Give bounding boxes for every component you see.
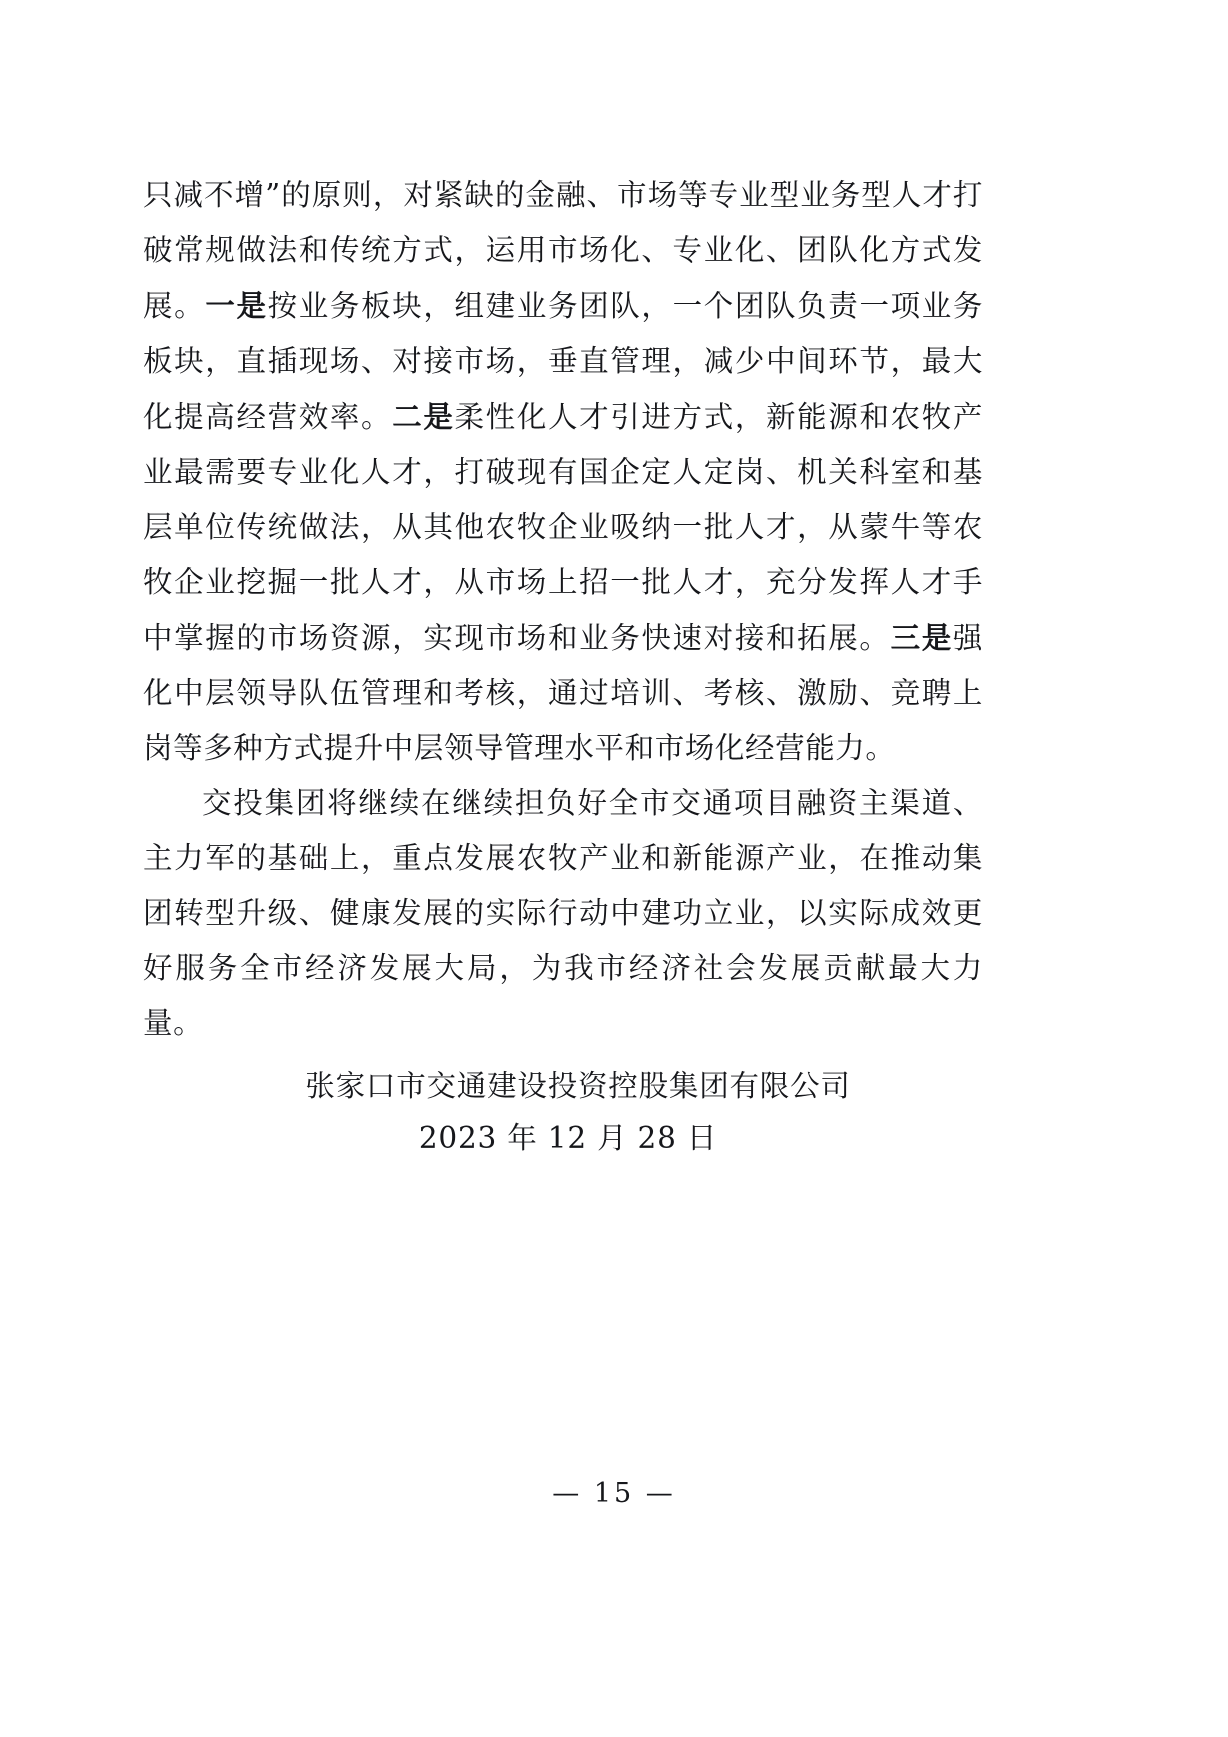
text-run: 按业务板块，组建业务团队，一个团队负责一项业务板块，直插现场、对接市场，垂直管理，减少中间环节，最大化提高经营效率。 [143, 289, 984, 434]
document-body [143, 168, 983, 1051]
emphasis-run: 三是 [890, 620, 953, 655]
signature-date: 2023 年 12 月 28 日 [418, 1121, 718, 1155]
text-run: 交投集团将继续在继续担负好全市交通项目融资主渠道、主力军的基础上，重点发展农牧产业和新能源产业，在推动集团转型升级、健康发展的实际行动中建功立业，以实际成效更好服务全市经济发展大局，为我市经济社会发展贡献最大力量。 [143, 786, 983, 1040]
signature-block [143, 1060, 983, 1164]
text-run: 只减不增”的原则，对紧缺的金融、市场等专业型业务型人才打破常规做法和传统方式，运用市场化、专业化、团队化方式发展。 [143, 178, 983, 323]
body-paragraph [143, 776, 983, 1051]
text-run: 柔性化人才引进方式，新能源和农牧产业最需要专业化人才，打破现有国企定人定岗、机关科室和基层单位传统做法，从其他农牧企业吸纳一批人才，从蒙牛等农牧企业挖掘一批人才，从市场上招一批人才，充分发挥人才手中掌握的市场资源，实现市场和业务快速对接和拓展。 [143, 400, 984, 655]
signature-company: 张家口市交通建设投资控股集团有限公司 [305, 1069, 851, 1103]
body-paragraph [143, 168, 983, 776]
emphasis-run: 一是 [205, 288, 268, 323]
text-run: 强化中层领导队伍管理和考核，通过培训、考核、激励、竞聘上岗等多种方式提升中层领导管理水平和市场化经营能力。 [143, 621, 984, 765]
page-number: — 15 — [552, 1478, 676, 1509]
emphasis-run: 二是 [392, 399, 455, 434]
